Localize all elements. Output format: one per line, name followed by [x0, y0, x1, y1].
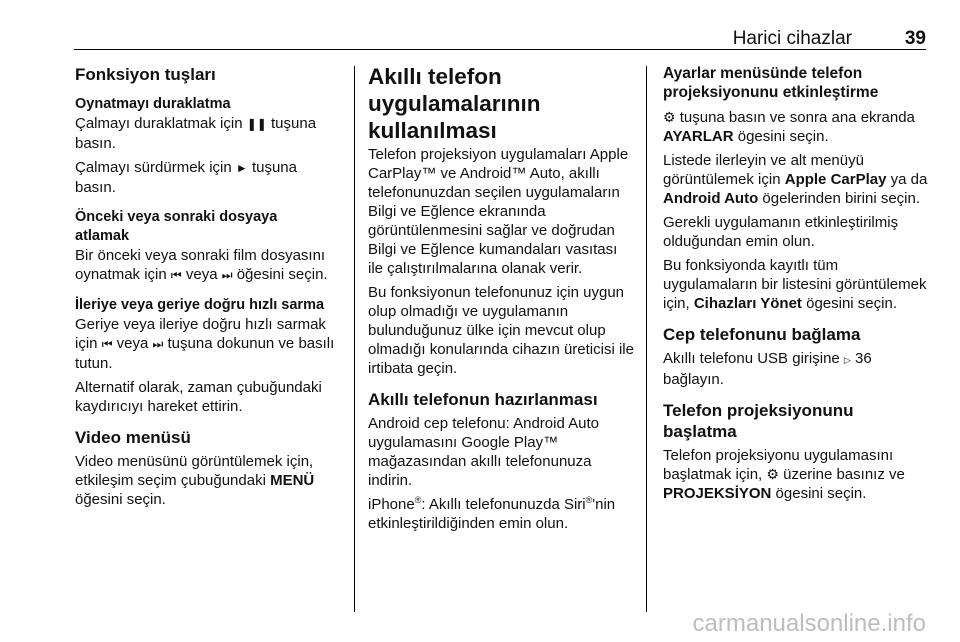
paragraph-start-projection: Telefon projeksiyonu uygulamasını başlatmak için, ⚙ üzerine basınız ve PROJEKSİYON ögesini seçin.	[663, 447, 905, 502]
heading-pause: Oynatmayı duraklatma	[75, 96, 231, 112]
skip-previous-icon: ⏮	[101, 337, 113, 351]
android-auto-term: Android Auto	[663, 190, 759, 207]
settings-term: AYARLAR	[663, 128, 734, 145]
heading-settings-line-2: projeksiyonunu etkinleştirme	[663, 84, 879, 101]
paragraph-pause: Çalmayı duraklatmak için ❚❚ tuşuna basın.	[75, 115, 317, 152]
heading-smartphone-line-3: kullanılması	[368, 118, 497, 143]
pause-icon: ❚❚	[246, 117, 267, 131]
heading-settings-line-1: Ayarlar menüsünde telefon	[663, 65, 863, 82]
heading-skip-line-2: atlamak	[75, 228, 130, 244]
paragraph-enabled: Gerekli uygulamanın etkinleştirilmiş olduğundan emin olun.	[663, 214, 899, 250]
heading-video-menu: Video menüsü	[75, 428, 191, 447]
paragraph-skip: Bir önceki veya sonraki film dosyasını oynatmak için ⏮ veya ⏭ öğesini seçin.	[75, 247, 328, 283]
paragraph-resume: Çalmayı sürdürmek için ► tuşuna basın.	[75, 159, 297, 196]
column-3	[663, 64, 929, 508]
paragraph-slider: Alternatif olarak, zaman çubuğundaki kaydırıcıyı hareket ettirin.	[75, 379, 322, 415]
page-reference-icon: ▷	[843, 355, 851, 365]
column-1	[75, 64, 341, 514]
heading-fast-wind: İleriye veya geriye doğru hızlı sarma	[75, 297, 325, 313]
skip-next-icon: ⏭	[221, 268, 233, 282]
column-divider-2	[646, 66, 647, 612]
paragraph-video-menu: Video menüsünü görüntülemek için, etkileşim seçim çubuğundaki MENÜ öğesini seçin.	[75, 453, 315, 508]
column-divider-1	[354, 66, 355, 612]
heading-smartphone-line-2: uygulamalarının	[368, 91, 541, 116]
menu-term: MENÜ	[270, 472, 315, 489]
heading-start-projection: Telefon projeksiyonunu başlatma	[663, 401, 854, 441]
registered-mark: ®	[414, 495, 422, 505]
manage-devices-term: Cihazları Yönet	[693, 295, 802, 312]
paragraph-usb: Akıllı telefonu USB girişine ▷ 36 bağlayın.	[663, 350, 872, 388]
heading-connect-phone: Cep telefonunu bağlama	[663, 325, 861, 344]
projection-term: PROJEKSİYON	[663, 485, 772, 502]
carplay-term: Apple CarPlay	[784, 171, 887, 188]
registered-mark: ®	[585, 495, 593, 505]
heading-skip-line-1: Önceki veya sonraki dosyaya	[75, 209, 278, 225]
paragraph-settings: ⚙ tuşuna basın ve sonra ana ekranda AYARLAR ögesini seçin.	[663, 109, 915, 145]
page-number: 39	[904, 28, 926, 49]
watermark: carmanualsonline.info	[692, 610, 926, 637]
heading-function-keys: Fonksiyon tuşları	[75, 65, 216, 84]
skip-next-icon: ⏭	[152, 337, 164, 351]
home-gear-icon: ⚙	[766, 466, 779, 482]
paragraph-manage-devices: Bu fonksiyonda kayıtlı tüm uygulamaların bir listesini görüntülemek için, Cihazları Yönet ögesini seçin.	[663, 257, 927, 312]
home-gear-icon: ⚙	[663, 109, 676, 125]
paragraph-fast-wind: Geriye veya ileriye doğru hızlı sarmak için ⏮ veya ⏭ tuşuna dokunun ve basılı tutun.	[75, 316, 335, 372]
heading-preparing-phone: Akıllı telefonun hazırlanması	[368, 390, 598, 409]
column-2	[368, 64, 634, 538]
heading-smartphone-line-1: Akıllı telefon	[368, 64, 502, 89]
header-title: Harici cihazlar	[732, 28, 852, 49]
play-icon: ►	[235, 161, 248, 175]
paragraph-submenu: Listede ilerleyin ve alt menüyü görüntülemek için Apple CarPlay ya da Android Auto ögelerinden birini seçin.	[663, 152, 928, 207]
paragraph-android: Android cep telefonu: Android Auto uygulamasını Google Play™ mağazasından akıllı telefonunuza indirin.	[368, 415, 600, 489]
paragraph-iphone: iPhone®: Akıllı telefonunuzda Siri®'nin etkinleştirildiğinden emin olun.	[368, 495, 616, 532]
page-header	[74, 28, 926, 48]
paragraph-manufacturer: Bu fonksiyonun telefonunuz için uygun olup olmadığı ve uygulamanın bulunduğunuz ülke için mevcut olup olmadığı konularında cihazın üreticisi ile irtibata geçin.	[368, 284, 634, 377]
skip-previous-icon: ⏮	[170, 268, 182, 282]
header-rule	[74, 49, 926, 50]
paragraph-projection-intro: Telefon projeksiyon uygulamaları Apple CarPlay™ ve Android™ Auto, akıllı telefonunuzdan seçilen uygulamaların Bilgi ve Eğlence ekranında görüntülenmesini sağlar ve doğrudan Bilgi ve Eğlence kumandaları vasıtası ile çalıştırılmalarına olanak verir.	[368, 146, 629, 277]
